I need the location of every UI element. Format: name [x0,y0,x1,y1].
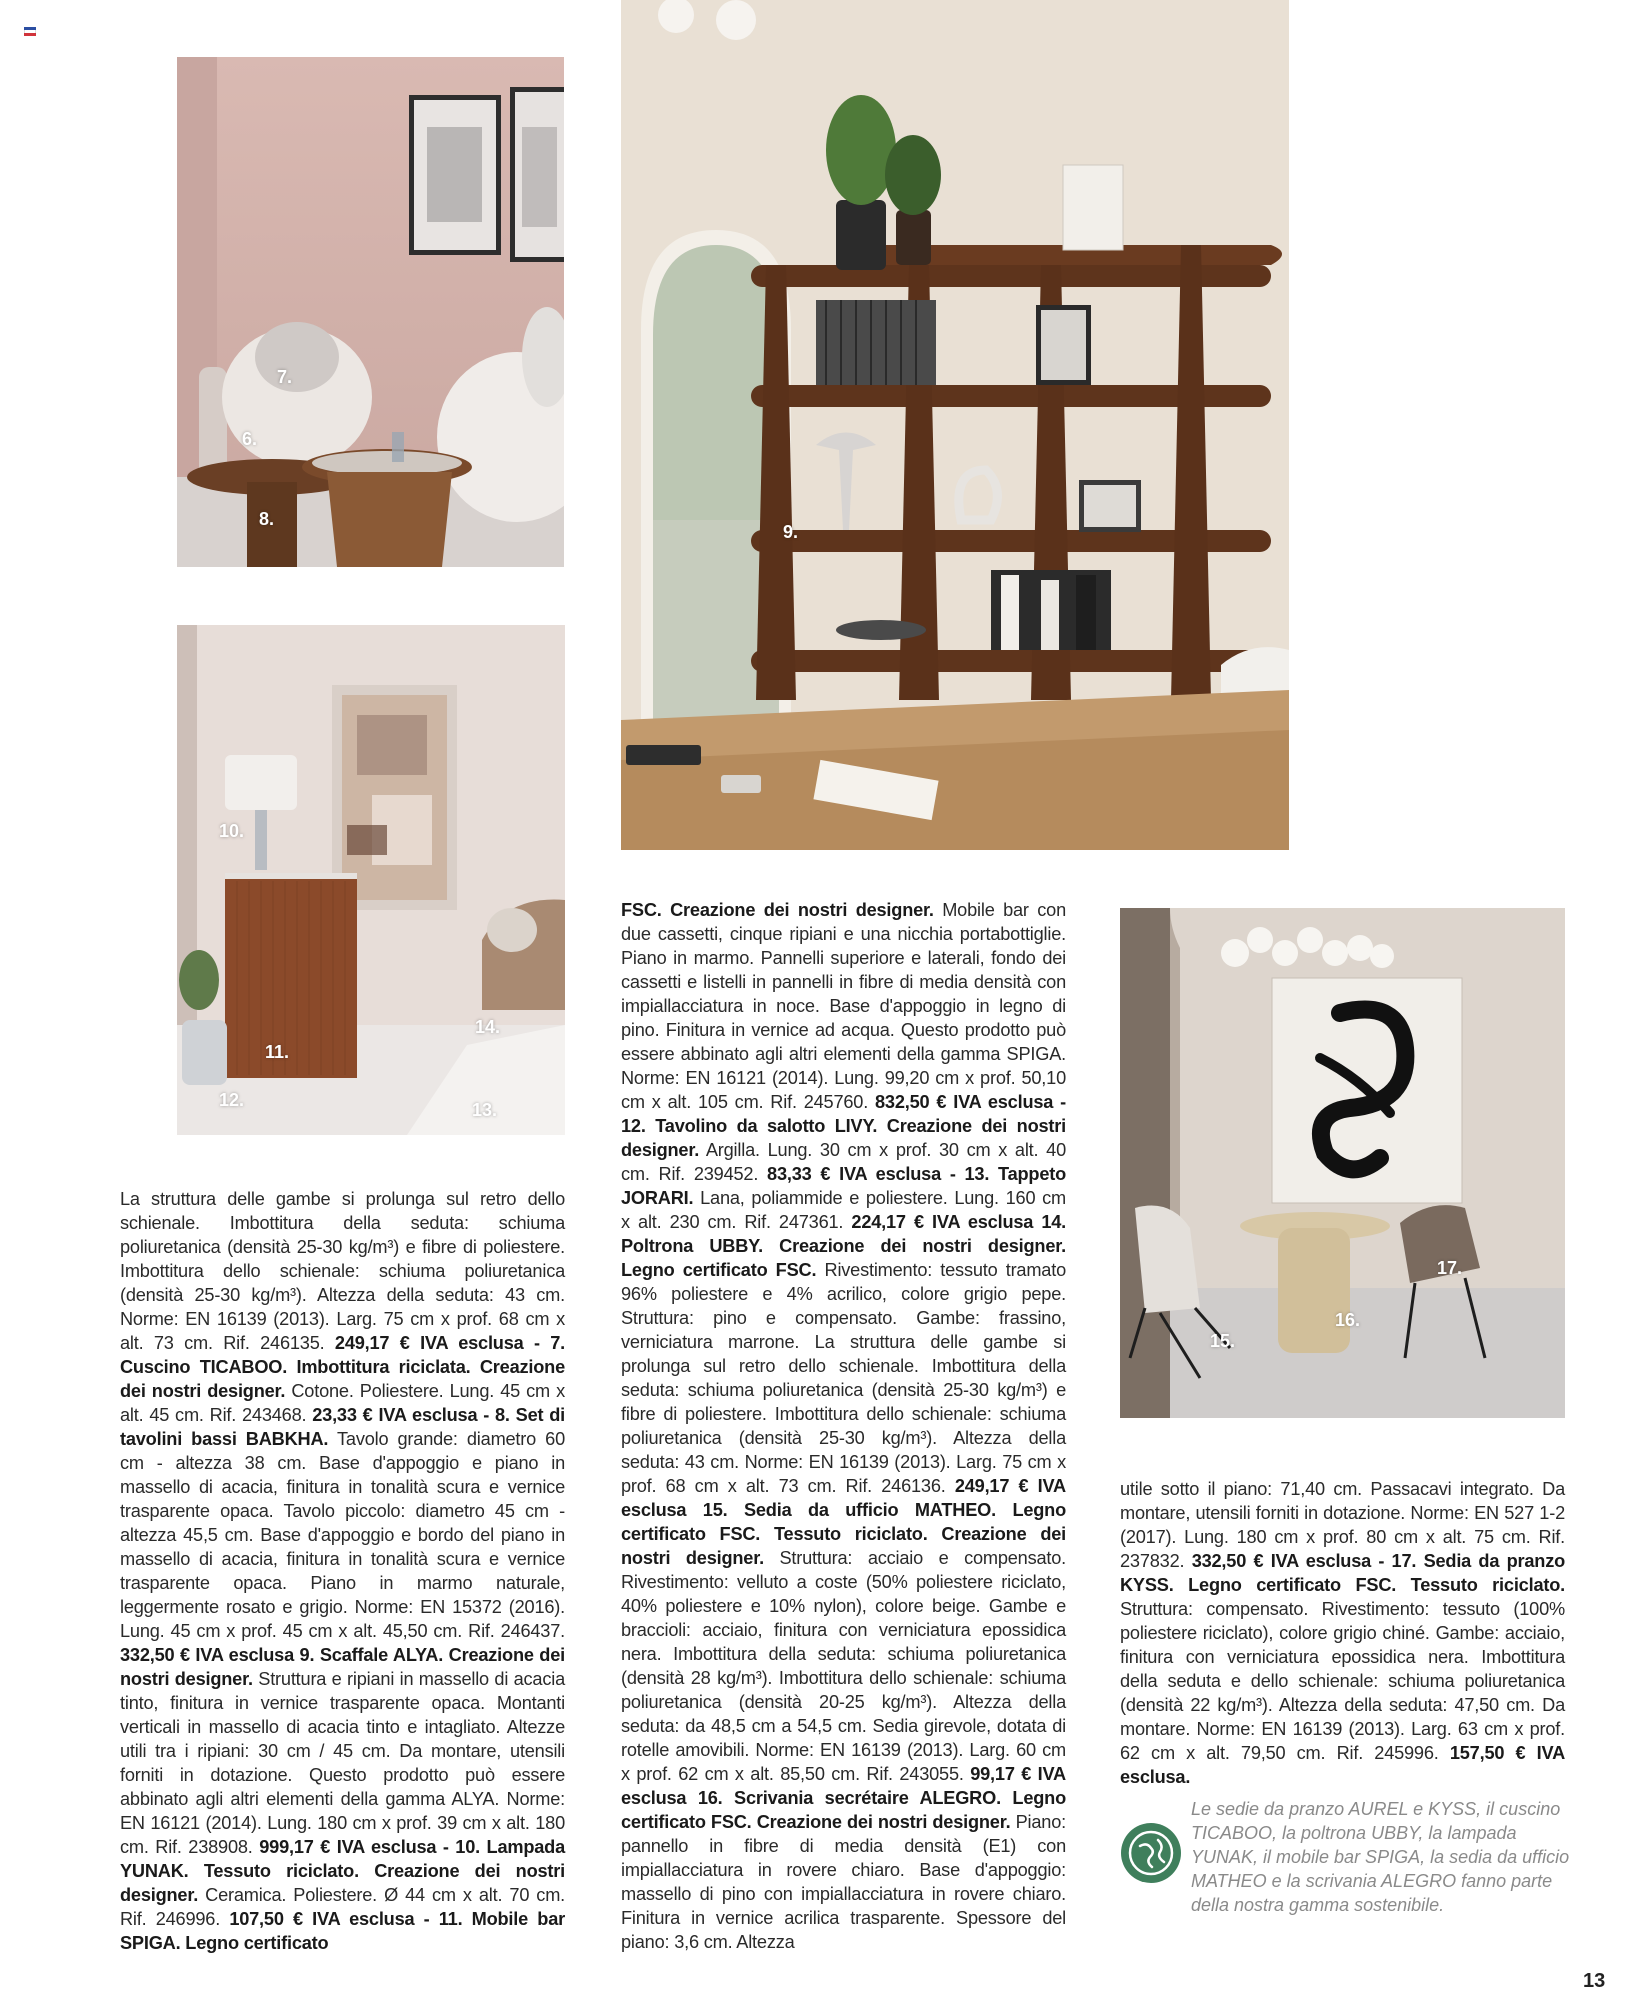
text-segment: Ceramica. Poliestere. Ø 44 cm x alt. 70 cm. Rif. 246996. [120,1885,565,1929]
product-label-9: 9. [783,522,799,542]
living-room-photo [177,57,564,567]
text-segment: Struttura: compensato. Rivestimento: tessuto (100% poliestere riciclato), colore grigio chiné. Gambe: acciaio, finitura con verniciatura epossidica nera. Imbottitura della seduta e dello schienale: schiuma poliuretanica (densità 22 kg/m³). Altezza della seduta: 47,50 cm. Da montare. Norme: EN 16139 (2013). Larg. 63 cm x prof. 62 cm x alt. 79,50 cm. Rif. 245996. [1120,1599,1565,1763]
office-photo [1120,908,1565,1418]
text-segment: 157,50 € IVA esclusa. [1120,1743,1565,1787]
text-segment: Struttura: acciaio e compensato. Rivestimento: velluto a coste (50% poliestere riciclato, 40% poliestere e 10% nylon), colore beige. Gambe e braccioli: acciaio, finitura con verniciatura epossidica nera. Imbottitura della seduta: schiuma poliuretanica (densità 28 kg/m³). Imbottitura dello schienale: schiuma poliuretanica (densità 20-25 kg/m³). Altezza della seduta: da 48,5 cm a 54,5 cm. Sedia girevole, dotata di rotelle amovibili. Norme: EN 16139 (2013). Larg. 60 cm x prof. 62 cm x alt. 85,50 cm. Rif. 243055. [621,1548,1067,1784]
text-segment: 83,33 € IVA esclusa - 13. Tappeto JORARI. [621,1164,1066,1208]
text-segment: Cotone. Poliestere. Lung. 45 cm x alt. 45 cm. Rif. 243468. [120,1381,565,1425]
text-segment: Rivestimento: tessuto tramato 96% poliestere e 4% acrilico, colore grigio pepe. Struttura: pino e compensato. Gambe: frassino, verniciatura marrone. La struttura delle gambe si prolunga sul retro dello schienale. Imbottitura della seduta: schiuma poliuretanica (densità 25-30 kg/m³) e fibre di poliestere. Imbottitura dello schienale: schiuma poliuretanica (densità 25-30 kg/m³). Altezza della seduta: 43 cm. Norme: EN 16139 (2013). Larg. 75 cm x prof. 68 cm x alt. 73 cm. Rif. 246136. [621,1260,1066,1496]
product-label-7: 7. [277,367,293,387]
text-segment: utile sotto il piano: 71,40 cm. Passacavi integrato. Da montare, utensili forniti in dotazione. Norme: EN 527 1-2 (2017). Lung. 180 cm x prof. 80 cm x alt. 75 cm. Rif. 237832. [1120,1479,1565,1571]
product-label-11: 11. [265,1042,290,1062]
bar-corner-photo [177,625,565,1135]
text-column-middle [621,898,1066,1954]
text-segment: Mobile bar con due cassetti, cinque ripiani e una nicchia portabottiglie. Piano in marmo. Pannelli superiore e laterali, fondo dei cassetti e listelli in pannelli in fibre di media densità con impiallacciatura in noce. Base d'appoggio in legno di pino. Finitura in vernice ad acqua. Questo prodotto può essere abbinato agli altri elementi della gamma SPIGA. Norme: EN 16121 (2014). Lung. 99,20 cm x prof. 50,10 cm x alt. 105 cm. Rif. 245760. [621,900,1066,1112]
product-label-6: 6. [242,429,258,449]
text-segment: Struttura e ripiani in massello di acacia tinto, finitura in vernice trasparente opaca. Montanti verticali in massello di acacia tinto e intagliato. Altezze utili tra i ripiani: 30 cm / 45 cm. Da montare, utensili forniti in dotazione. Questo prodotto può essere abbinato agli altri elementi della gamma ALYA. Norme: EN 16121 (2014). Lung. 180 cm x prof. 39 cm x alt. 180 cm. Rif. 238908. [120,1669,565,1857]
bookshelf-illustration [621,0,1289,850]
text-segment: 332,50 € IVA esclusa 9. Scaffale ALYA. Creazione dei nostri designer. [120,1645,565,1689]
text-segment: Argilla. Lung. 30 cm x prof. 30 cm x alt. 40 cm. Rif. 239452. [621,1140,1066,1184]
text-segment: 23,33 € IVA esclusa - 8. Set di tavolini bassi BABKHA. [120,1405,565,1449]
office-illustration [1120,908,1565,1418]
product-label-14: 14. [475,1017,501,1037]
language-flag-icon[interactable] [24,27,36,36]
product-label-15: 15. [1210,1331,1236,1351]
product-label-16: 16. [1335,1310,1361,1330]
text-segment: 107,50 € IVA esclusa - 11. Mobile bar SPIGA. Legno certificato [120,1909,565,1953]
text-segment: 224,17 € IVA esclusa 14. Poltrona UBBY. Creazione dei nostri designer. Legno certificato FSC. [621,1212,1067,1280]
text-segment: La struttura delle gambe si prolunga sul retro dello schienale. Imbottitura della seduta: schiuma poliuretanica (densità 25-30 kg/m³) e fibre di poliestere. Imbottitura dello schienale: schiuma poliuretanica (densità 25-30 kg/m³). Altezza della seduta: 43 cm. Norme: EN 16139 (2013). Larg. 75 cm x prof. 68 cm x alt. 73 cm. Rif. 246135. [120,1189,565,1353]
living-room-illustration [177,57,564,567]
text-column-left [120,1187,565,1955]
text-segment: 249,17 € IVA esclusa 15. Sedia da ufficio MATHEO. Legno certificato FSC. Tessuto riciclato. Creazione dei nostri designer. [621,1476,1066,1568]
product-label-12: 12. [219,1090,245,1110]
sustainable-range-note: Le sedie da pranzo AUREL e KYSS, il cuscino TICABOO, la poltrona UBBY, la lampada YUNAK, il mobile bar SPIGA, la sedia da ufficio MATHEO e la scrivania ALEGRO fanno parte della nostra gamma sostenibile. [1191,1799,1570,1915]
product-label-10: 10. [219,821,245,841]
bar-corner-illustration [177,625,565,1135]
text-segment: 99,17 € IVA esclusa 16. Scrivania secrétaire ALEGRO. Legno certificato FSC. Creazione dei nostri designer. [621,1764,1066,1832]
product-label-17: 17. [1437,1258,1463,1278]
product-label-13: 13. [472,1100,498,1120]
text-segment: Tavolo grande: diametro 60 cm - altezza 38 cm. Base d'appoggio e piano in massello di acacia, finitura in tonalità scura e vernice trasparente opaca. Tavolo piccolo: diametro 45 cm - altezza 45,5 cm. Base d'appoggio e bordo del piano in massello di acacia, finitura in tonalità scura e vernice trasparente opaca. Piano in marmo naturale, leggermente rosato e grigio. Norme: EN 15372 (2016). Lung. 45 cm x prof. 45 cm x alt. 45,50 cm. Rif. 246437. [120,1429,565,1641]
bookshelf-photo [621,0,1289,850]
sustainable-globe-icon [1120,1822,1182,1884]
product-label-8: 8. [259,509,275,529]
text-column-right [1120,1477,1565,1789]
text-segment: Piano: pannello in fibre di media densità (E1) con impiallacciatura in rovere chiaro. Base d'appoggio: massello di pino con impiallacciatura in rovere chiaro. Finitura in vernice acrilica trasparente. Spessore del piano: 3,6 cm. Altezza [621,1812,1066,1952]
text-segment: 999,17 € IVA esclusa - 10. Lampada YUNAK. Tessuto riciclato. Creazione dei nostri designer. [120,1837,565,1905]
text-segment: 332,50 € IVA esclusa - 17. Sedia da pranzo KYSS. Legno certificato FSC. Tessuto riciclato. [1120,1551,1565,1595]
text-segment: 832,50 € IVA esclusa - 12. Tavolino da salotto LIVY. Creazione dei nostri designer. [621,1092,1066,1160]
text-segment: 249,17 € IVA esclusa - 7. Cuscino TICABOO. Imbottitura riciclata. Creazione dei nostri designer. [120,1333,565,1401]
text-segment: FSC. Creazione dei nostri designer. [621,900,934,920]
text-segment: Lana, poliammide e poliestere. Lung. 160 cm x alt. 230 cm. Rif. 247361. [621,1188,1066,1232]
page-number: 13 [1583,1970,1606,1992]
